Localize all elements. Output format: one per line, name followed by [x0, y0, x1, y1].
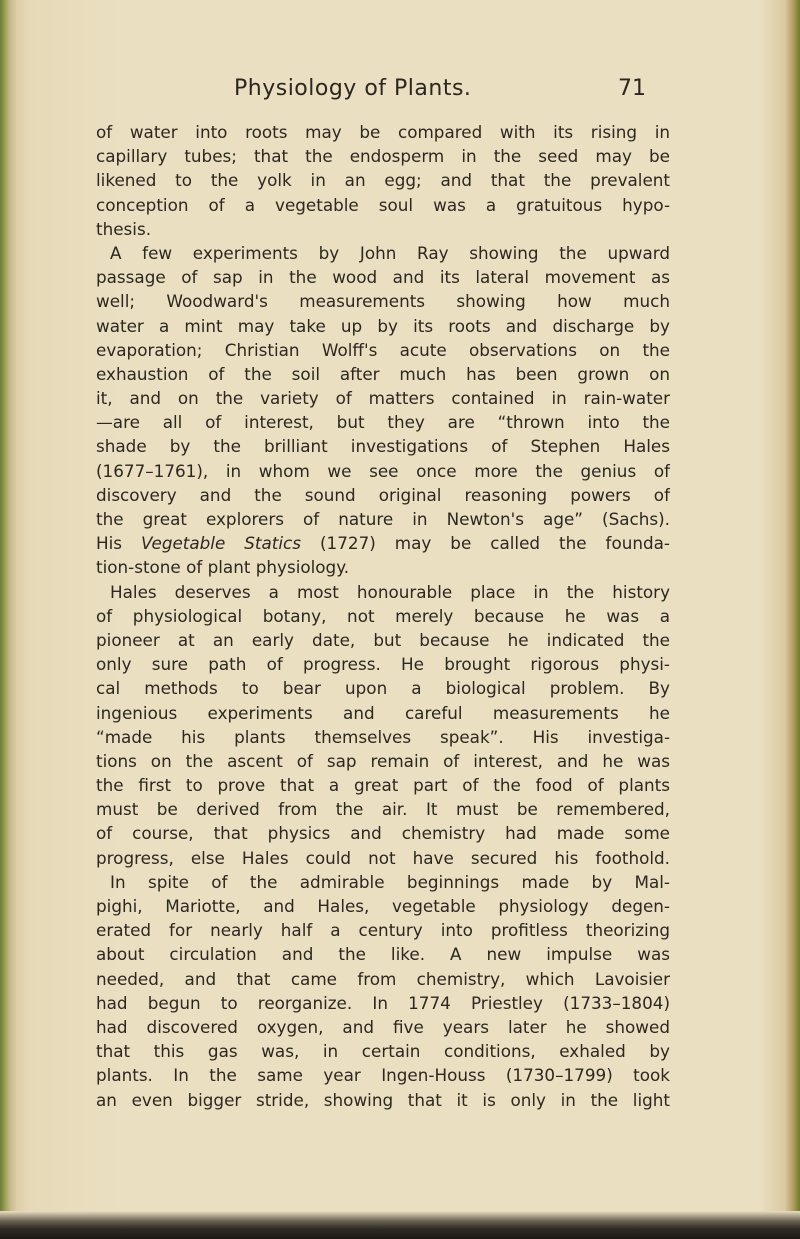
text-line: about circulation and the like. A new impulse was [96, 944, 670, 965]
text-line: of course, that physics and chemistry had made some [96, 823, 670, 844]
text-line: water a mint may take up by its roots and discharge by [96, 315, 670, 336]
text-line: exhaustion of the soil after much has been grown on [96, 363, 670, 384]
text-line: must be derived from the air. It must be remembered, [96, 799, 670, 820]
text-line: tion-stone of plant physiology. [96, 557, 350, 578]
text-line: A few experiments by John Ray showing the upward [110, 242, 670, 263]
text-line: had discovered oxygen, and five years later he showed [96, 1016, 670, 1037]
text-line: that this gas was, in certain conditions, exhaled by [96, 1041, 670, 1062]
text-line: the first to prove that a great part of the food of plants [96, 775, 670, 796]
text-line: it, and on the variety of matters contained in rain-water [96, 388, 670, 409]
book-title-italic: Vegetable Statics [141, 533, 302, 554]
text-line [96, 531, 670, 555]
text-line: progress, else Hales could not have secured his foothold. [96, 847, 670, 868]
text-line: pighi, Mariotte, and Hales, vegetable physiology degen- [96, 896, 670, 916]
text-line: likened to the yolk in an egg; and that the prevalent [96, 170, 670, 191]
text-line: In spite of the admirable beginnings made by Mal- [110, 871, 670, 892]
body-text [96, 120, 670, 1112]
text-line: an even bigger stride, showing that it is only in the light [96, 1089, 670, 1110]
text-line: evaporation; Christian Wolff's acute observations on the [96, 339, 670, 360]
text-line: plants. In the same year Ingen-Houss (1730–1799) took [96, 1065, 670, 1086]
text-line: passage of sap in the wood and its lateral movement as [96, 267, 670, 288]
text-segment: (1727) may be called the founda- [301, 533, 670, 554]
text-line: conception of a vegetable soul was a gratuitous hypo- [96, 194, 670, 215]
text-line: erated for nearly half a century into profitless theorizing [96, 920, 670, 941]
text-line: capillary tubes; that the endosperm in the seed may be [96, 146, 670, 167]
running-title: Physiology of Plants. [234, 76, 472, 101]
text-line: discovery and the sound original reasoning powers of [96, 484, 670, 505]
text-line: “made his plants themselves speak”. His investiga- [96, 726, 670, 747]
text-line: ingenious experiments and careful measurements he [96, 702, 670, 723]
text-line: the great explorers of nature in Newton's age” (Sachs). [96, 509, 670, 529]
text-line: Hales deserves a most honourable place in the history [110, 581, 670, 602]
text-segment: His [96, 533, 141, 554]
text-line: tions on the ascent of sap remain of interest, and he was [96, 750, 670, 771]
text-line: shade by the brilliant investigations of Stephen Hales [96, 436, 670, 457]
page-edge-shadow [786, 0, 800, 1239]
running-header [0, 76, 800, 106]
text-line: had begun to reorganize. In 1774 Priestley (1733–1804) [96, 992, 670, 1013]
book-spine-shadow [0, 0, 16, 1239]
text-line: pioneer at an early date, but because he indicated the [96, 629, 670, 650]
text-line: well; Woodward's measurements showing how much [96, 291, 670, 312]
page-number: 71 [618, 76, 646, 101]
text-line: needed, and that came from chemistry, which Lavoisier [96, 968, 670, 989]
text-line: thesis. [96, 218, 152, 239]
text-line: of physiological botany, not merely because he was a [96, 605, 670, 626]
text-line: only sure path of progress. He brought rigorous physi- [96, 654, 670, 675]
text-line: (1677–1761), in whom we see once more the genius of [96, 460, 670, 481]
text-line: of water into roots may be compared with its rising in [96, 122, 670, 142]
page-bottom-edge [0, 1211, 800, 1239]
text-line: —are all of interest, but they are “thrown into the [96, 412, 670, 433]
text-line: cal methods to bear upon a biological problem. By [96, 678, 670, 699]
